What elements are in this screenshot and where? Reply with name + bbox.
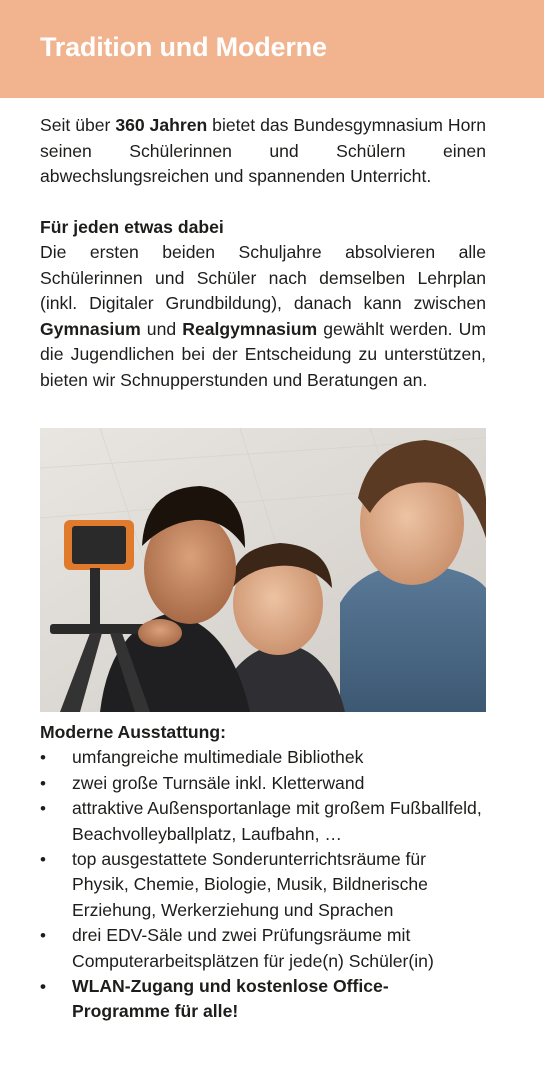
list-item bbox=[40, 923, 486, 974]
features-list bbox=[40, 745, 486, 1024]
section-text-end: gewählt werden. Um die Jugendlichen bei der Entscheidung zu unterstützen, bieten wir Schnupperstunden und Beratungen an. bbox=[40, 318, 486, 390]
main-content bbox=[40, 113, 486, 393]
students-photo bbox=[40, 428, 486, 712]
list-item bbox=[40, 974, 486, 1025]
list-item bbox=[40, 745, 486, 770]
list-item-text: drei EDV-Säle und zwei Prüfungsräume mit Computerarbeitsplätzen für jede(n) Schüler(in) bbox=[72, 925, 434, 971]
gymnasium-label: Gymnasium bbox=[40, 318, 141, 339]
list-item bbox=[40, 847, 486, 923]
bullet-icon: • bbox=[40, 799, 46, 819]
list-item-text: WLAN-Zugang und kostenlose Office-Programme für alle! bbox=[72, 976, 389, 1022]
bullet-icon: • bbox=[40, 850, 46, 870]
bullet-icon: • bbox=[40, 977, 46, 997]
features-section bbox=[40, 720, 486, 1025]
list-item bbox=[40, 796, 486, 847]
bullet-icon: • bbox=[40, 773, 46, 793]
section-text-start: Die ersten beiden Schuljahre absolvieren alle Schülerinnen und Schüler nach demselben Lehrplan (inkl. Digitaler Grundbildung), danach kann zwischen bbox=[40, 242, 486, 313]
section-title: Für jeden etwas dabei bbox=[40, 216, 224, 237]
features-title: Moderne Ausstattung: bbox=[40, 722, 227, 742]
bullet-icon: • bbox=[40, 748, 46, 768]
intro-highlight: 360 Jahren bbox=[115, 115, 208, 135]
section-text-mid: und bbox=[140, 318, 183, 339]
intro-text-end: bietet das Bundesgymnasium Horn seinen Schülerinnen und Schülern einen abwechslungsreichen und spannenden Unterricht. bbox=[40, 115, 486, 186]
page-title: Tradition und Moderne bbox=[40, 32, 327, 62]
list-item-text: top ausgestattete Sonderunterrichtsräume für Physik, Chemie, Biologie, Musik, Bildnerische Erziehung, Werkerziehung und Sprachen bbox=[72, 849, 428, 920]
intro-paragraph bbox=[40, 113, 486, 190]
list-item-text: attraktive Außensportanlage mit großem Fußballfeld, Beachvolleyballplatz, Laufbahn, … bbox=[72, 798, 482, 844]
list-item bbox=[40, 771, 486, 796]
section-choice bbox=[40, 215, 486, 394]
list-item-text: umfangreiche multimediale Bibliothek bbox=[72, 747, 364, 768]
bullet-icon: • bbox=[40, 926, 46, 946]
list-item-text: zwei große Turnsäle inkl. Kletterwand bbox=[72, 772, 365, 793]
realgymnasium-label: Realgymnasium bbox=[182, 318, 318, 339]
section-paragraph bbox=[40, 240, 486, 393]
intro-text-start: Seit über bbox=[40, 115, 116, 135]
header-banner bbox=[0, 0, 544, 98]
